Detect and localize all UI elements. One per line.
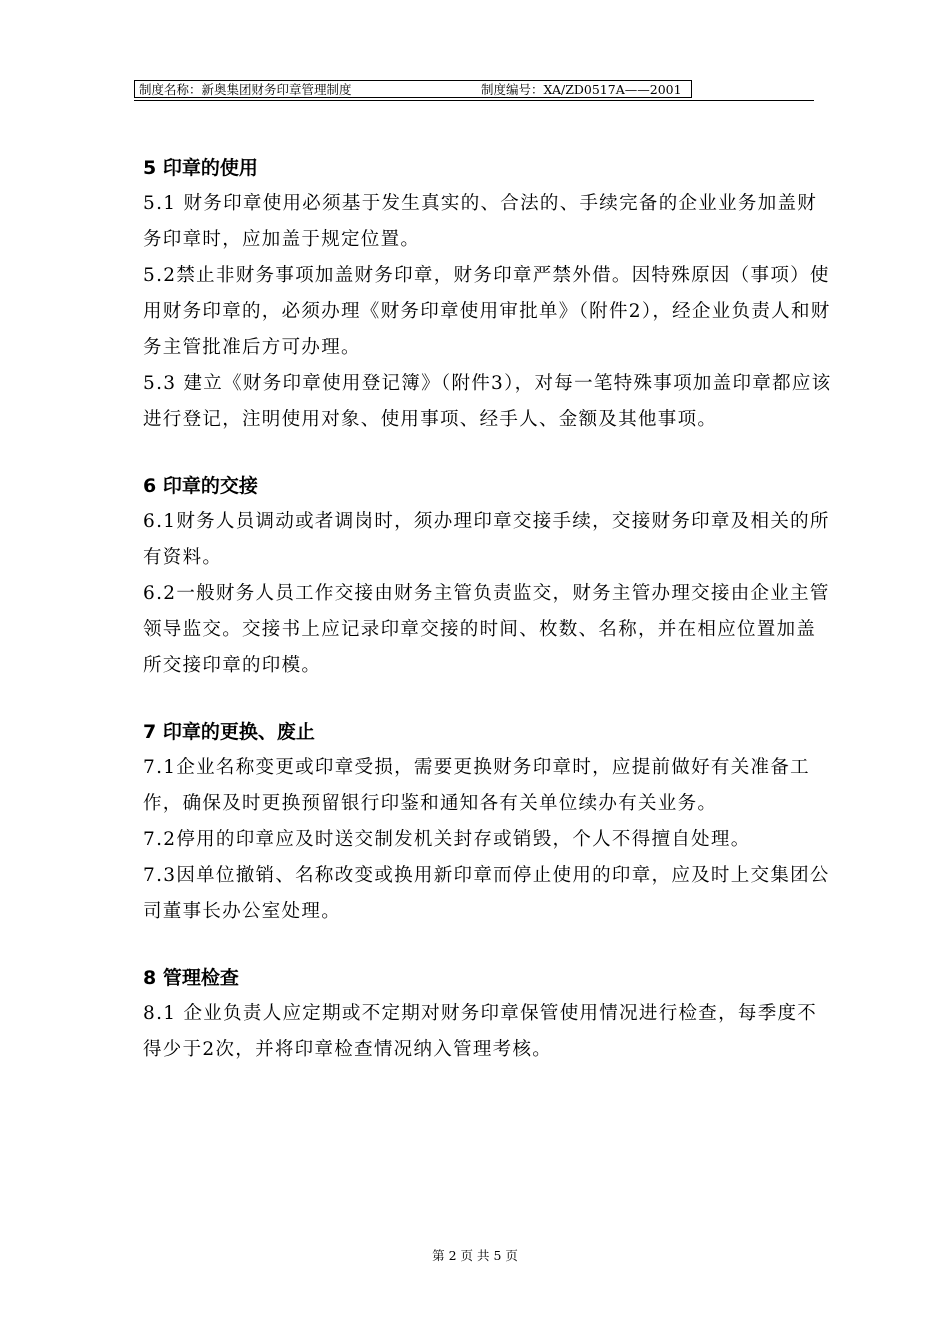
paragraph-5-2: 5.2禁止非财务事项加盖财务印章，财务印章严禁外借。因特殊原因（事项）使用财务印章的，必须办理《财务印章使用审批单》（附件2），经企业负责人和财务主管批准后方可办理。 <box>143 265 831 358</box>
document-body <box>143 150 833 1098</box>
page-number: 第 2 页 共 5 页 <box>432 1248 518 1263</box>
section-6-seal-handover <box>143 468 833 684</box>
paragraph-6-1: 6.1财务人员调动或者调岗时，须办理印章交接手续，交接财务印章及相关的所有资料。 <box>143 511 830 568</box>
paragraph-5-1: 5.1 财务印章使用必须基于发生真实的、合法的、手续完备的企业业务加盖财务印章时，应加盖于规定位置。 <box>143 193 818 250</box>
paragraph-8-1: 8.1 企业负责人应定期或不定期对财务印章保管使用情况进行检查，每季度不得少于2次，并将印章检查情况纳入管理考核。 <box>143 1003 818 1060</box>
paragraph-6-2: 6.2一般财务人员工作交接由财务主管负责监交，财务主管办理交接由企业主管领导监交。交接书上应记录印章交接的时间、枚数、名称，并在相应位置加盖所交接印章的印模。 <box>143 583 830 676</box>
document-code: 制度编号：XA/ZD0517A——2001 <box>481 82 682 97</box>
document-name: 制度名称：新奥集团财务印章管理制度 <box>139 82 352 97</box>
section-8-inspection <box>143 960 833 1068</box>
section-5-seal-usage <box>143 150 833 438</box>
section-heading: 7 印章的更换、废止 <box>143 721 315 743</box>
section-heading: 5 印章的使用 <box>143 157 258 179</box>
section-7-seal-replacement <box>143 714 833 930</box>
section-heading: 6 印章的交接 <box>143 475 258 497</box>
paragraph-7-3: 7.3因单位撤销、名称改变或换用新印章而停止使用的印章，应及时上交集团公司董事长办公室处理。 <box>143 865 830 922</box>
section-heading: 8 管理检查 <box>143 967 239 989</box>
paragraph-7-2: 7.2停用的印章应及时送交制发机关封存或销毁，个人不得擅自处理。 <box>143 829 751 850</box>
paragraph-7-1: 7.1企业名称变更或印章受损，需要更换财务印章时，应提前做好有关准备工作，确保及时更换预留银行印鉴和通知各有关单位续办有关业务。 <box>143 757 810 814</box>
paragraph-5-3: 5.3 建立《财务印章使用登记簿》（附件3），对每一笔特殊事项加盖印章都应该进行登记，注明使用对象、使用事项、经手人、金额及其他事项。 <box>143 373 832 430</box>
header-rule <box>134 100 814 101</box>
document-header <box>134 80 692 98</box>
